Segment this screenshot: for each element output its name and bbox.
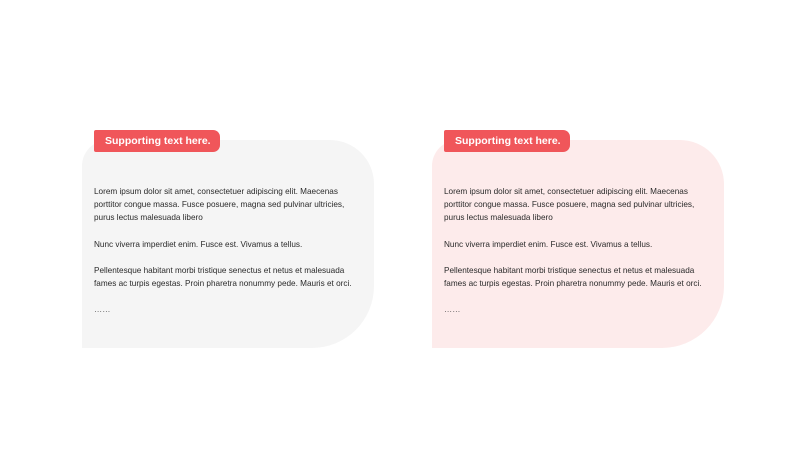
card-paragraph: Pellentesque habitant morbi tristique senectus et netus et malesuada fames ac turpis egestas. Proin pharetra nonummy pede. Mauris et orci. [444, 265, 702, 289]
card-paragraph: Lorem ipsum dolor sit amet, consectetuer adipiscing elit. Maecenas porttitor congue massa. Fusce posuere, magna sed pulvinar ultricies, purus lectus malesuada libero [94, 187, 345, 223]
card-paragraph: Pellentesque habitant morbi tristique senectus et netus et malesuada fames ac turpis egestas. Proin pharetra nonummy pede. Mauris et orci. [94, 265, 352, 289]
card-body-left [94, 185, 364, 316]
card-ellipsis: …… [444, 305, 461, 315]
card-paragraph: Lorem ipsum dolor sit amet, consectetuer adipiscing elit. Maecenas porttitor congue massa. Fusce posuere, magna sed pulvinar ultricies, purus lectus malesuada libero [444, 187, 695, 223]
card-paragraph: Nunc viverra imperdiet enim. Fusce est. Vivamus a tellus. [444, 239, 653, 249]
card-paragraph: Nunc viverra imperdiet enim. Fusce est. Vivamus a tellus. [94, 239, 303, 249]
card-body-right [444, 185, 714, 316]
card-tag-right: Supporting text here. [444, 130, 570, 152]
card-tag-left: Supporting text here. [94, 130, 220, 152]
card-ellipsis: …… [94, 305, 111, 315]
